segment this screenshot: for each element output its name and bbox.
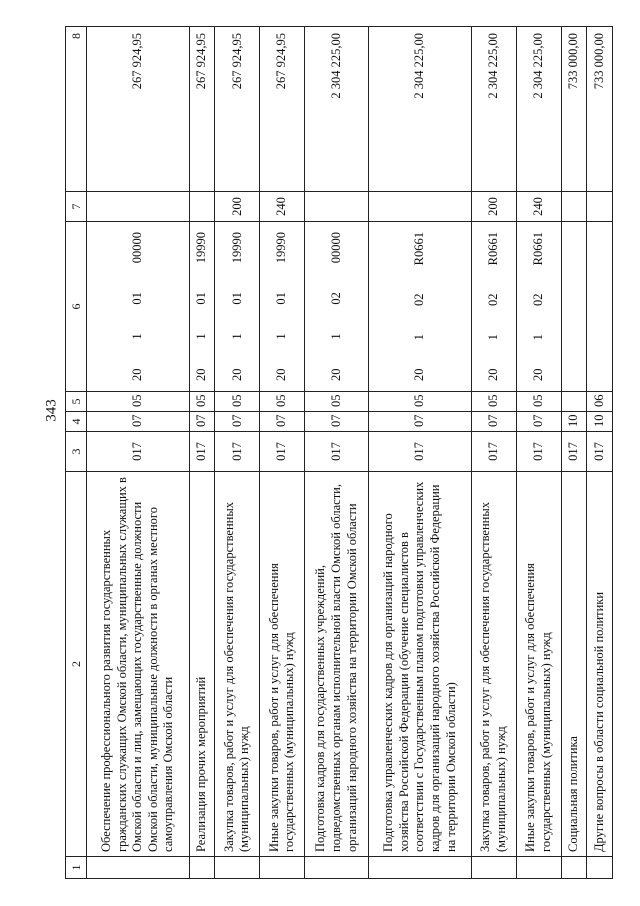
table-header-row: [66, 27, 87, 879]
table-row: [517, 27, 562, 879]
header-col-8: 8: [66, 27, 87, 192]
cell-amount: 2 304 225,00: [305, 27, 369, 192]
cell-col-4: 10: [561, 412, 587, 432]
cell-col-4: 07: [87, 412, 190, 432]
code-part: 00000: [130, 232, 145, 264]
cell-col-3: 017: [587, 432, 613, 472]
header-col-2: 2: [66, 472, 87, 857]
code-part: 01: [229, 292, 244, 305]
code-part: 01: [130, 292, 145, 305]
cell-col-6: [305, 222, 369, 392]
table-row: [215, 27, 260, 879]
cell-col-5: 05: [260, 392, 305, 412]
table-row: [369, 27, 472, 879]
header-col-5: 5: [66, 392, 87, 412]
cell-amount: 267 924,95: [215, 27, 260, 192]
code-part: R0661: [531, 232, 546, 266]
cell-col-5: 05: [517, 392, 562, 412]
header-col-4: 4: [66, 412, 87, 432]
cell-amount: 733 000,00: [587, 27, 613, 192]
cell-col-7: [305, 192, 369, 222]
cell-col-4: 07: [305, 412, 369, 432]
cell-name: Иные закупки товаров, работ и услуг для обеспечения государственных (муниципальных) нужд: [517, 472, 562, 857]
cell-col-3: 017: [215, 432, 260, 472]
cell-col-1: [260, 857, 305, 879]
cell-amount: 733 000,00: [561, 27, 587, 192]
cell-col-4: 07: [472, 412, 517, 432]
cell-col-4: 07: [215, 412, 260, 432]
cell-name: Социальная политика: [561, 472, 587, 857]
cell-amount: 267 924,95: [189, 27, 215, 192]
code-part: 01: [274, 292, 289, 305]
cell-col-3: 017: [517, 432, 562, 472]
cell-col-1: [305, 857, 369, 879]
cell-name: Подготовка кадров для государственных учреждений, подведомственных органам исполнительной власти Омской области, организаций народного хозяйства на территории Омской области: [305, 472, 369, 857]
cell-col-3: 017: [369, 432, 472, 472]
cell-col-6: [260, 222, 305, 392]
cell-col-1: [369, 857, 472, 879]
header-col-7: 7: [66, 192, 87, 222]
code-part: 20: [229, 368, 244, 381]
cell-name: Реализация прочих мероприятий: [189, 472, 215, 857]
code-part: 1: [274, 333, 289, 340]
cell-col-4: 07: [517, 412, 562, 432]
cell-col-5: 05: [305, 392, 369, 412]
budget-table-rotated: [65, 33, 640, 879]
cell-col-7: [561, 192, 587, 222]
cell-col-6: [189, 222, 215, 392]
cell-col-4: 07: [369, 412, 472, 432]
page-number: 343: [43, 399, 60, 422]
cell-name: Другие вопросы в области социальной политики: [587, 472, 613, 857]
code-part: 01: [194, 292, 209, 305]
cell-col-1: [189, 857, 215, 879]
table-row: [260, 27, 305, 879]
code-part: 1: [130, 333, 145, 340]
header-col-3: 3: [66, 432, 87, 472]
cell-amount: 2 304 225,00: [369, 27, 472, 192]
code-part: 19990: [194, 232, 209, 264]
code-part: 20: [412, 368, 427, 381]
cell-col-1: [517, 857, 562, 879]
code-part: 00000: [328, 232, 343, 264]
code-part: 02: [412, 293, 427, 306]
cell-name: Закупка товаров, работ и услуг для обеспечения государственных (муниципальных) нужд: [472, 472, 517, 857]
cell-col-7: 240: [260, 192, 305, 222]
table-row: [472, 27, 517, 879]
code-part: 20: [328, 368, 343, 381]
code-part: 19990: [229, 232, 244, 264]
code-part: 1: [328, 333, 343, 340]
cell-name: Подготовка управленческих кадров для организаций народного хозяйства Российской Федерации (обучение специалистов в соответствии с Государственным планом подготовки управленческих кадров для организаций народного хозяйства Российской Федерации на территории Омской области): [369, 472, 472, 857]
cell-col-4: 07: [189, 412, 215, 432]
code-part: 02: [328, 292, 343, 305]
cell-col-5: 05: [87, 392, 190, 412]
code-part: 1: [194, 333, 209, 340]
code-part: 20: [486, 368, 501, 381]
cell-col-5: 05: [369, 392, 472, 412]
cell-col-6: [215, 222, 260, 392]
cell-amount: 267 924,95: [260, 27, 305, 192]
cell-col-1: [87, 857, 190, 879]
cell-col-7: [369, 192, 472, 222]
table-row: [87, 27, 190, 879]
cell-amount: 2 304 225,00: [472, 27, 517, 192]
cell-col-7: 240: [517, 192, 562, 222]
cell-col-7: 200: [215, 192, 260, 222]
cell-col-5: 05: [215, 392, 260, 412]
cell-name: Обеспечение профессионального развития государственных гражданских служащих Омской области, муниципальных служащих в Омской области и лиц, замещающих государственные должности Омской области, муниципальные должности в органах местного самоуправления Омской области: [87, 472, 190, 857]
cell-col-7: [587, 192, 613, 222]
cell-col-7: [87, 192, 190, 222]
cell-col-7: [189, 192, 215, 222]
cell-col-3: 017: [189, 432, 215, 472]
code-part: R0661: [412, 232, 427, 266]
cell-name: Иные закупки товаров, работ и услуг для обеспечения государственных (муниципальных) нужд: [260, 472, 305, 857]
cell-col-6: [587, 222, 613, 392]
code-part: 19990: [274, 232, 289, 264]
header-col-6: 6: [66, 222, 87, 392]
cell-col-6: [369, 222, 472, 392]
table-row: [587, 27, 613, 879]
cell-col-3: 017: [472, 432, 517, 472]
code-part: 02: [531, 293, 546, 306]
code-part: 20: [274, 368, 289, 381]
cell-col-5: [561, 392, 587, 412]
cell-col-1: [215, 857, 260, 879]
cell-col-4: 07: [260, 412, 305, 432]
code-part: 20: [531, 368, 546, 381]
cell-col-3: 017: [260, 432, 305, 472]
cell-col-6: [561, 222, 587, 392]
cell-col-1: [587, 857, 613, 879]
table-row: [189, 27, 215, 879]
code-part: 02: [486, 293, 501, 306]
cell-col-6: [517, 222, 562, 392]
code-part: 20: [130, 368, 145, 381]
cell-col-3: 017: [561, 432, 587, 472]
code-part: 1: [486, 334, 501, 341]
cell-col-7: 200: [472, 192, 517, 222]
code-part: R0661: [486, 232, 501, 266]
cell-amount: 267 924,95: [87, 27, 190, 192]
cell-col-1: [561, 857, 587, 879]
code-part: 1: [412, 334, 427, 341]
cell-col-5: 05: [472, 392, 517, 412]
cell-amount: 2 304 225,00: [517, 27, 562, 192]
cell-col-3: 017: [305, 432, 369, 472]
cell-col-6: [472, 222, 517, 392]
cell-name: Закупка товаров, работ и услуг для обеспечения государственных (муниципальных) нужд: [215, 472, 260, 857]
table-row: [561, 27, 587, 879]
cell-col-4: 10: [587, 412, 613, 432]
cell-col-6: [87, 222, 190, 392]
code-part: 20: [194, 368, 209, 381]
cell-col-3: 017: [87, 432, 190, 472]
cell-col-5: 06: [587, 392, 613, 412]
code-part: 1: [229, 333, 244, 340]
table-row: [305, 27, 369, 879]
cell-col-5: 05: [189, 392, 215, 412]
cell-col-1: [472, 857, 517, 879]
header-col-1: 1: [66, 857, 87, 879]
code-part: 1: [531, 334, 546, 341]
budget-table: [65, 26, 613, 879]
